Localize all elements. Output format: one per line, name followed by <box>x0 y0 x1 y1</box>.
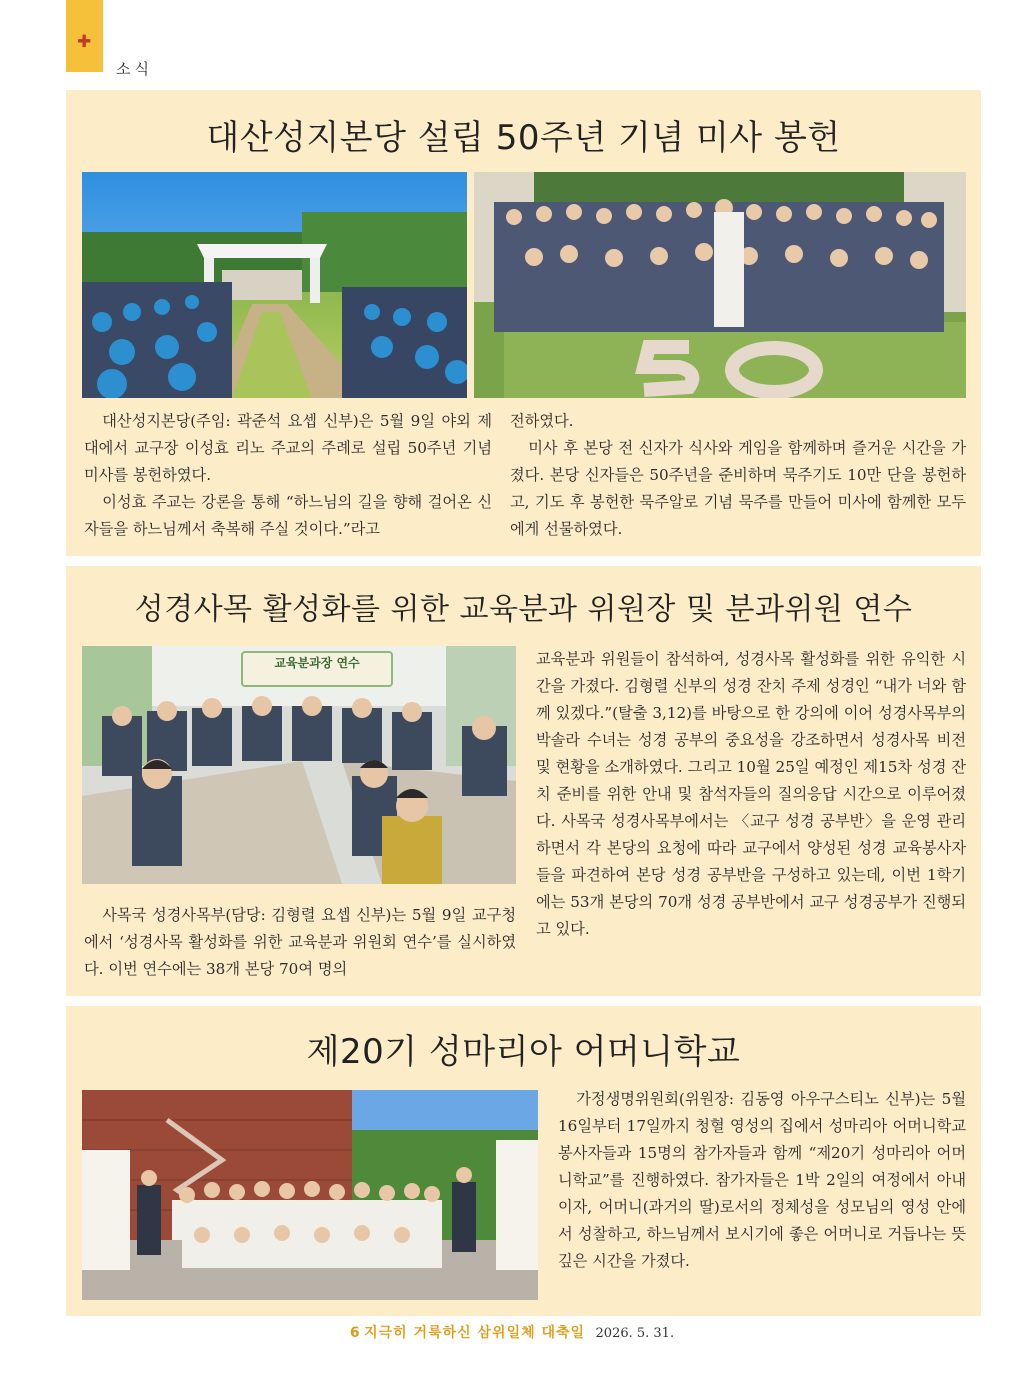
plus-icon: ✚ <box>77 32 92 52</box>
seminar-room-photo <box>82 646 516 884</box>
article-title: 제20기 성마리아 어머니학교 <box>306 1032 741 1072</box>
group-photo-50-flowerbed <box>474 172 966 398</box>
article-panel-1 <box>66 90 981 556</box>
paragraph: 대산성지본당(주임: 곽준석 요셉 신부)은 5월 9일 야외 제대에서 교구장 이성효 리노 주교의 주례로 설립 50주년 기념 미사를 봉헌하였다. <box>84 412 492 484</box>
seminar-banner-text: 교육분과장 연수 <box>274 656 360 670</box>
paragraph: 전하였다. <box>510 412 574 430</box>
paragraph: 이성효 주교는 강론을 통해 “하느님의 길을 향해 걸어온 신자들을 하느님께서 축복해 주실 것이다.”라고 <box>84 493 492 538</box>
paragraph: 교육분과 위원들이 참석하여, 성경사목 활성화를 위한 유익한 시간을 가졌다. 김형렬 신부의 성경 잔치 주제 성경인 “내가 너와 함께 있겠다.”(탈출 3,12)를 바탕으로 한 강의에 이어 성경사목부의 박솔라 수녀는 성경 공부의 중요성을 강조하면서 성경사목 비전 및 현황을 소개하였다. 그리고 10월 25일 예정인 제15차 성경 잔치 준비를 위한 안내 및 참석자들의 질의응답 시간으로 이루어졌다. 사목국 성경사목부에서는 〈교구 성경 공부반〉을 운영 관리하면서 각 본당의 요청에 따라 교구에서 양성된 성경 교육봉사자들을 파견하여 본당 성경 공부반을 구성하고 있는데, 이번 1학기에는 53개 본당의 70개 성경 공부반에서 교구 성경공부가 진행되고 있다. <box>536 650 966 938</box>
outdoor-mass-photo <box>82 172 467 398</box>
article-panel-2 <box>66 566 981 996</box>
paragraph: 가정생명위원회(위원장: 김동영 아우구스티노 신부)는 5월 16일부터 17일까지 청혈 영성의 집에서 성마리아 어머니학교 봉사자들과 15명의 참가자들과 함께 “제20기 성마리아 어머니학교”를 진행하였다. 참가자들은 1박 2일의 여정에서 아내이자, 어머니(과거의 딸)로서의 정체성을 성모님의 영성 안에서 성찰하고, 하느님께서 보시기에 좋은 어머니로 거듭나는 뜻깊은 시간을 가졌다. <box>558 1090 966 1270</box>
mothers-school-group-photo <box>82 1090 538 1300</box>
article-2-right-column <box>536 646 966 943</box>
article-panel-3 <box>66 1006 981 1316</box>
page-footer <box>0 1322 1024 1342</box>
paragraph: 사목국 성경사목부(담당: 김형렬 요셉 신부)는 5월 9일 교구청에서 ‘성경사목 활성화를 위한 교육분과 위원회 연수’를 실시하였다. 이번 연수에는 38개 본당 70여 명의 <box>84 906 516 978</box>
article-1-right-column <box>510 408 966 543</box>
article-title: 성경사목 활성화를 위한 교육분과 위원장 및 분과위원 연수 <box>134 592 913 627</box>
paragraph: 미사 후 본당 전 신자가 식사와 게임을 함께하며 즐거운 시간을 가졌다. 본당 신자들은 50주년을 준비하며 묵주기도 10만 단을 봉헌하고, 기도 후 봉헌한 묵주알로 기념 묵주를 만들어 미사에 함께한 모두에게 선물하였다. <box>510 439 966 538</box>
feast-name: 지극히 거룩하신 삼위일체 대축일 <box>364 1325 586 1341</box>
article-1-left-column <box>84 408 492 543</box>
article-2-left-column <box>84 902 516 983</box>
page-number: 6 <box>349 1325 360 1341</box>
section-tab-marker <box>66 0 103 72</box>
article-title: 대산성지본당 설립 50주년 기념 미사 봉헌 <box>206 118 841 158</box>
article-3-column <box>558 1086 966 1275</box>
section-label: 소식 <box>116 60 153 78</box>
issue-date: 2026. 5. 31. <box>595 1326 675 1341</box>
